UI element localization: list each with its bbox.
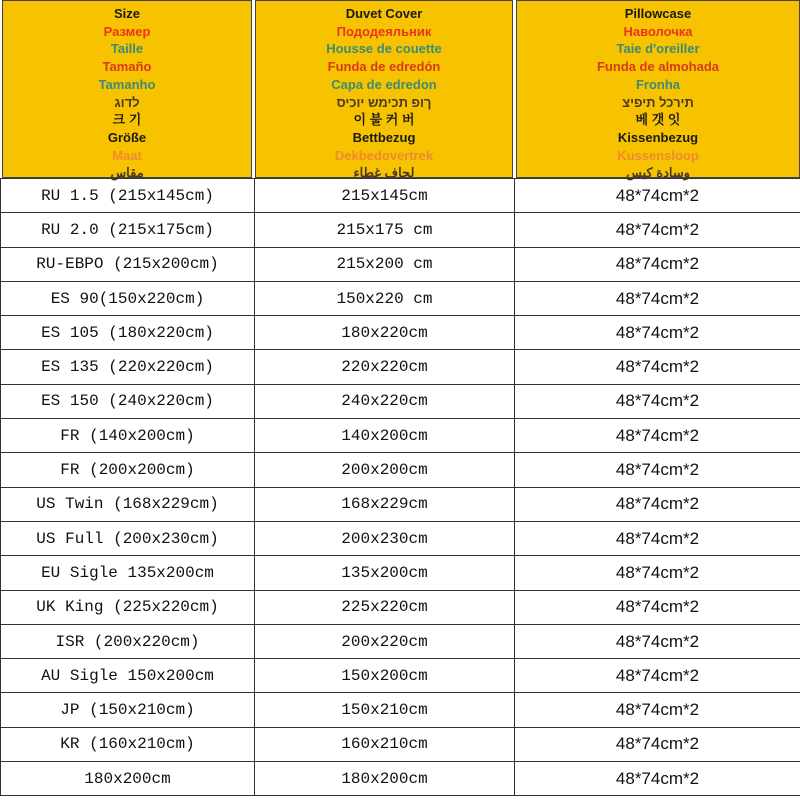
pillowcase-size-cell: 48*74cm*2	[515, 384, 800, 418]
size-cell: KR (160x210cm)	[1, 727, 255, 761]
table-row	[1, 419, 800, 453]
size-cell: RU 1.5 (215x145cm)	[1, 179, 255, 213]
table-row	[1, 590, 800, 624]
size-cell: EU Sigle 135x200cm	[1, 556, 255, 590]
pillow-label: 베 갯 잇	[635, 112, 681, 128]
size-label: Размер	[103, 23, 151, 39]
table-row	[1, 453, 800, 487]
pillowcase-size-cell: 48*74cm*2	[515, 487, 800, 521]
size-cell: 180x200cm	[1, 762, 255, 796]
size-table	[0, 178, 800, 796]
table-row	[1, 281, 800, 315]
table-row	[1, 624, 800, 658]
size-label: Tamanho	[98, 76, 156, 92]
table-row	[1, 659, 800, 693]
duvet-size-cell: 168x229cm	[255, 487, 515, 521]
size-cell: ES 150 (240x220cm)	[1, 384, 255, 418]
header-size-cell	[2, 0, 252, 181]
size-label: Größe	[107, 129, 147, 145]
duvet-size-cell: 240x220cm	[255, 384, 515, 418]
size-table-body	[1, 179, 800, 796]
pillow-label: תירכל תיפיצ	[622, 94, 694, 110]
size-label: Size	[113, 6, 140, 21]
duvet-size-cell: 215x200 cm	[255, 247, 515, 281]
table-row	[1, 316, 800, 350]
table-row	[1, 350, 800, 384]
size-label: Maat	[112, 147, 142, 163]
pillowcase-size-cell: 48*74cm*2	[515, 521, 800, 555]
duvet-size-cell: 200x220cm	[255, 624, 515, 658]
table-row	[1, 213, 800, 247]
table-row	[1, 727, 800, 761]
size-cell: ES 105 (180x220cm)	[1, 316, 255, 350]
pillowcase-size-cell: 48*74cm*2	[515, 693, 800, 727]
pillow-label: Наволочка	[623, 23, 693, 39]
duvet-size-cell: 140x200cm	[255, 419, 515, 453]
duvet-label: 이 불 커 버	[353, 112, 415, 128]
size-label: Tamaño	[102, 59, 152, 75]
pillowcase-size-cell: 48*74cm*2	[515, 727, 800, 761]
duvet-label: Bettbezug	[352, 129, 416, 145]
duvet-label: Funda de edredón	[327, 59, 441, 75]
pillowcase-size-cell: 48*74cm*2	[515, 762, 800, 796]
duvet-size-cell: 135x200cm	[255, 556, 515, 590]
table-row	[1, 762, 800, 796]
duvet-size-cell: 200x230cm	[255, 521, 515, 555]
size-cell: FR (140x200cm)	[1, 419, 255, 453]
pillow-label: Pillowcase	[624, 6, 692, 21]
table-row	[1, 693, 800, 727]
size-label: לדוג	[114, 94, 140, 110]
size-cell: RU 2.0 (215x175cm)	[1, 213, 255, 247]
table-row	[1, 247, 800, 281]
pillowcase-size-cell: 48*74cm*2	[515, 556, 800, 590]
duvet-size-cell: 215x175 cm	[255, 213, 515, 247]
pillowcase-size-cell: 48*74cm*2	[515, 624, 800, 658]
pillow-label: وسادة كيس	[625, 165, 691, 181]
size-cell: AU Sigle 150x200cm	[1, 659, 255, 693]
table-row	[1, 521, 800, 555]
duvet-label: Dekbedovertrek	[334, 147, 434, 163]
table-row	[1, 487, 800, 521]
table-row	[1, 384, 800, 418]
header-duvet-cell	[255, 0, 513, 181]
size-cell: ISR (200x220cm)	[1, 624, 255, 658]
size-cell: FR (200x200cm)	[1, 453, 255, 487]
duvet-size-cell: 215x145cm	[255, 179, 515, 213]
duvet-size-cell: 150x220 cm	[255, 281, 515, 315]
duvet-size-cell: 200x200cm	[255, 453, 515, 487]
pillowcase-size-cell: 48*74cm*2	[515, 419, 800, 453]
pillowcase-size-cell: 48*74cm*2	[515, 590, 800, 624]
duvet-size-cell: 160x210cm	[255, 727, 515, 761]
size-cell: JP (150x210cm)	[1, 693, 255, 727]
pillow-label: Taie d'oreiller	[616, 41, 700, 57]
duvet-size-cell: 150x200cm	[255, 659, 515, 693]
pillowcase-size-cell: 48*74cm*2	[515, 350, 800, 384]
size-cell: US Full (200x230cm)	[1, 521, 255, 555]
pillow-label: Kissenbezug	[617, 129, 699, 145]
duvet-size-cell: 150x210cm	[255, 693, 515, 727]
pillow-label: Kussensloop	[617, 147, 699, 163]
table-row	[1, 179, 800, 213]
pillowcase-size-cell: 48*74cm*2	[515, 179, 800, 213]
pillowcase-size-cell: 48*74cm*2	[515, 453, 800, 487]
size-cell: US Twin (168x229cm)	[1, 487, 255, 521]
size-cell: UK King (225x220cm)	[1, 590, 255, 624]
duvet-label: Пододеяльник	[336, 23, 432, 39]
pillowcase-size-cell: 48*74cm*2	[515, 316, 800, 350]
table-row	[1, 556, 800, 590]
duvet-label: Capa de edredon	[331, 76, 437, 92]
pillowcase-size-cell: 48*74cm*2	[515, 281, 800, 315]
size-label: مقاس	[110, 165, 144, 181]
duvet-size-cell: 220x220cm	[255, 350, 515, 384]
size-cell: ES 135 (220x220cm)	[1, 350, 255, 384]
size-cell: ES 90(150x220cm)	[1, 281, 255, 315]
duvet-size-cell: 225x220cm	[255, 590, 515, 624]
pillow-label: Fronha	[635, 76, 681, 92]
pillowcase-size-cell: 48*74cm*2	[515, 213, 800, 247]
duvet-label: ךופ תכימש יוכיס	[336, 94, 432, 110]
header-pillow-cell	[516, 0, 800, 181]
duvet-label: Housse de couette	[326, 41, 442, 57]
size-label: Taille	[110, 41, 144, 57]
pillowcase-size-cell: 48*74cm*2	[515, 659, 800, 693]
duvet-size-cell: 180x220cm	[255, 316, 515, 350]
pillowcase-size-cell: 48*74cm*2	[515, 247, 800, 281]
size-cell: RU-EBPO (215x200cm)	[1, 247, 255, 281]
duvet-size-cell: 180x200cm	[255, 762, 515, 796]
duvet-label: لحاف غطاء	[353, 165, 415, 181]
size-label: 크 기	[112, 112, 142, 128]
duvet-label: Duvet Cover	[345, 6, 423, 21]
pillow-label: Funda de almohada	[596, 59, 720, 75]
